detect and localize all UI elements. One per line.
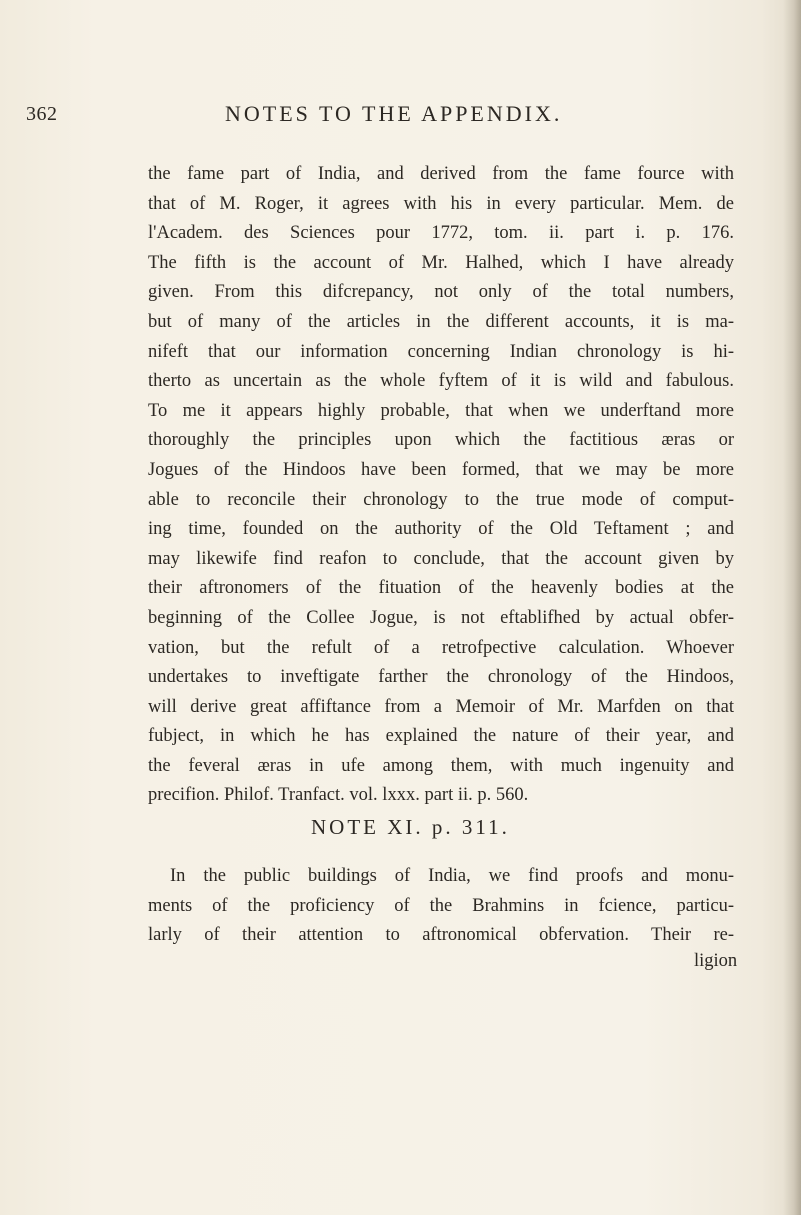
text-line: given. From this difcrepancy, not only of the total numbers, xyxy=(148,282,734,303)
text-line: the feveral æras in ufe among them, with much ingenuity and xyxy=(148,755,734,776)
text-line: nifeft that our information concerning Indian chronology is hi- xyxy=(148,341,734,362)
running-head: NOTES TO THE APPENDIX. xyxy=(225,101,563,126)
text-line: vation, but the refult of a retrofpective calculation. Whoever xyxy=(148,637,734,658)
text-line: able to reconcile their chronology to the true mode of comput- xyxy=(148,489,734,510)
text-line: undertakes to inveftigate farther the chronology of the Hindoos, xyxy=(148,667,734,688)
text-line: In the public buildings of India, we find proofs and monu- xyxy=(170,866,734,886)
text-line: beginning of the Collee Jogue, is not eftablifhed by actual obfer- xyxy=(148,607,734,628)
text-line: may likewife find reafon to conclude, that the account given by xyxy=(148,548,734,569)
paragraph-continued xyxy=(148,160,734,811)
text-line: larly of their attention to aftronomical obfervation. Their re- xyxy=(148,925,734,946)
text-line: will derive great affiftance from a Memoir of Mr. Marfden on that xyxy=(148,696,734,717)
text-line: To me it appears highly probable, that when we underftand more xyxy=(148,400,734,421)
text-line: the fame part of India, and derived from the fame fource with xyxy=(148,164,734,184)
note-paragraph xyxy=(148,862,734,951)
catchword: ligion xyxy=(694,951,738,971)
text-line: but of many of the articles in the different accounts, it is ma- xyxy=(148,311,734,332)
text-line: their aftronomers of the fituation of the heavenly bodies at the xyxy=(148,578,734,599)
note-heading: NOTE XI. p. 311. xyxy=(311,815,510,839)
text-line: ments of the proficiency of the Brahmins in fcience, particu- xyxy=(148,895,734,916)
text-line: ing time, founded on the authority of the Old Teftament ; and xyxy=(148,519,734,540)
text-line: The fifth is the account of Mr. Halhed, which I have already xyxy=(148,252,734,273)
page-number: 362 xyxy=(26,103,58,125)
page-edge-shadow xyxy=(783,0,801,1215)
text-line: Jogues of the Hindoos have been formed, that we may be more xyxy=(148,459,734,480)
text-line-last: precifion. Philof. Tranfact. vol. lxxx. part ii. p. 560. xyxy=(148,785,529,806)
text-line: that of M. Roger, it agrees with his in every particular. Mem. de xyxy=(148,193,734,214)
text-line: fubject, in which he has explained the nature of their year, and xyxy=(148,726,734,747)
text-line: thoroughly the principles upon which the factitious æras or xyxy=(148,430,734,451)
text-line: l'Academ. des Sciences pour 1772, tom. ii. part i. p. 176. xyxy=(148,223,734,244)
text-line: therto as uncertain as the whole fyftem of it is wild and fabulous. xyxy=(148,371,734,392)
